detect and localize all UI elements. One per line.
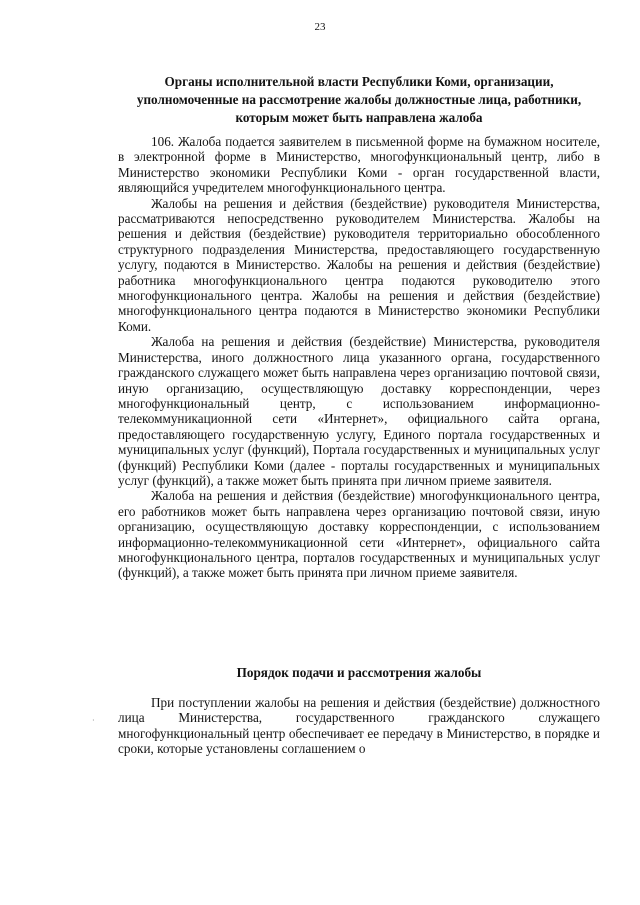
paragraph-complaints-channels: Жалоба на решения и действия (бездействие) Министерства, руководителя Министерства, иного должностного лица указанного органа, государственного гражданского служащего может быть направлена через организацию почтовой связи, иную организацию, осуществляющую доставку корреспонденции, через многофункциональный центр, с использованием информационно-телекоммуникационной сети «Интернет», официального сайта органа, предоставляющего государственную услугу, Единого портала государственных и муниципальных услуг (функций), Портала государственных и муниципальных услуг (функций) Республики Коми (далее - порталы государственных и муниципальных услуг (функций), а также может быть принята при личном приеме заявителя.	[118, 334, 600, 488]
paragraph-106: 106. Жалоба подается заявителем в письменной форме на бумажном носителе, в электронной форме в Министерство, многофункциональный центр, либо в Министерство экономики Республики Коми - орган государственной власти, являющийся учредителем многофункционального центра.	[118, 134, 600, 196]
body-text-block	[118, 134, 600, 581]
section-heading-authorities: Органы исполнительной власти Республики Коми, организации, уполномоченные на рассмотрение жалобы должностные лица, работники, которым может быть направлена жалоба	[136, 74, 582, 125]
paragraph-complaints-minister: Жалобы на решения и действия (бездействие) руководителя Министерства, рассматриваются непосредственно руководителем Министерства. Жалобы на решения и действия (бездействие) руководителя территориально обособленного структурного подразделения Министерства, предоставляющего государственную услугу, подаются в Министерство. Жалобы на решения и действия (бездействие) работника многофункционального центра подаются руководителю этого многофункционального центра. Жалобы на решения и действия (бездействие) многофункционального центра подаются в Министерство экономики Республики Коми.	[118, 195, 600, 334]
section-heading-procedure: Порядок подачи и рассмотрения жалобы	[236, 665, 482, 680]
paragraph-procedure: При поступлении жалобы на решения и действия (бездействие) должностного лица Министерства, государственного гражданского служащего многофункциональный центр обеспечивает ее передачу в Министерство, в порядке и сроки, которые установлены соглашением о	[118, 695, 600, 757]
paragraph-complaints-mfc: Жалоба на решения и действия (бездействие) многофункционального центра, его работников может быть направлена через организацию почтовой связи, иную организацию, осуществляющую доставку корреспонденции, с использованием информационно-телекоммуникационной сети «Интернет», официального сайта многофункционального центра, порталов государственных и муниципальных услуг (функций), а также может быть принята при личном приеме заявителя.	[118, 488, 600, 581]
scan-speck: ·	[92, 716, 95, 725]
page-number: 23	[314, 21, 326, 33]
body-text-block-2	[118, 695, 600, 757]
